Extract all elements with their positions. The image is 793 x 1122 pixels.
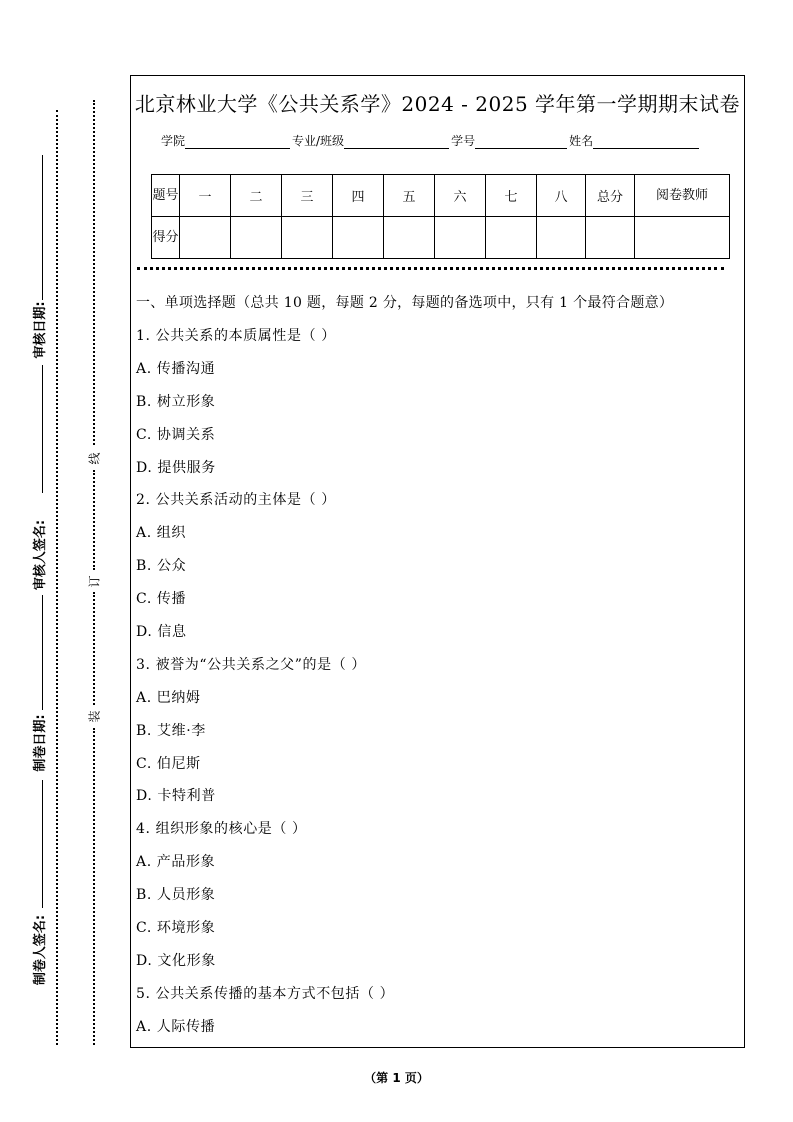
col-4: 四	[333, 175, 384, 217]
option: C. 环境形象	[136, 920, 216, 937]
student-id-field[interactable]	[475, 136, 567, 149]
make-date-label: 制卷日期:	[32, 714, 48, 772]
binding-dotted-line	[93, 592, 95, 705]
col-total: 总分	[586, 175, 635, 217]
option: D. 信息	[136, 624, 187, 641]
score-table	[151, 174, 730, 259]
major-class-label: 专业/班级	[292, 134, 345, 148]
score-cell[interactable]	[333, 217, 384, 259]
exam-title: 北京林业大学《公共关系学》2024 - 2025 学年第一学期期末试卷	[134, 92, 741, 116]
col-2: 二	[231, 175, 282, 217]
binding-dotted-line	[93, 470, 95, 570]
option: D. 提供服务	[136, 459, 216, 476]
binding-dotted-line	[93, 100, 95, 445]
score-cell[interactable]	[231, 217, 282, 259]
option: A. 产品形象	[136, 854, 216, 871]
binding-char-ding: 订	[87, 575, 102, 588]
col-5: 五	[384, 175, 435, 217]
question-number-label: 题号	[152, 175, 180, 217]
col-1: 一	[180, 175, 231, 217]
page-number: （第 1 页）	[364, 1071, 429, 1085]
name-field[interactable]	[593, 136, 699, 149]
major-class-field[interactable]	[344, 136, 449, 149]
score-label: 得分	[152, 217, 180, 259]
score-table-score-row	[152, 217, 730, 259]
exam-frame	[130, 75, 745, 1048]
dotted-separator	[137, 267, 724, 270]
question-stem: 3. 被誉为“公共关系之父”的是（ ）	[136, 656, 366, 673]
score-cell[interactable]	[435, 217, 486, 259]
binding-char-xian: 线	[87, 452, 102, 465]
score-cell[interactable]	[635, 217, 730, 259]
question-stem: 2. 公共关系活动的主体是（ ）	[136, 492, 336, 509]
option: A. 人际传播	[136, 1018, 216, 1035]
section-title: 一、单项选择题（总共 10 题，每题 2 分，每题的备选项中，只有 1 个最符合题意）	[136, 295, 674, 311]
binding-char-zhuang: 装	[87, 710, 102, 723]
option: D. 文化形象	[136, 952, 216, 969]
score-cell[interactable]	[586, 217, 635, 259]
option: D. 卡特利普	[136, 788, 216, 805]
option: B. 公众	[136, 558, 187, 575]
col-6: 六	[435, 175, 486, 217]
col-8: 八	[537, 175, 586, 217]
score-cell[interactable]	[384, 217, 435, 259]
option: A. 巴纳姆	[136, 689, 201, 706]
review-date-line	[42, 155, 43, 300]
reviewer-signature-line	[42, 365, 43, 493]
question-stem: 1. 公共关系的本质属性是（ ）	[136, 328, 336, 344]
review-date-label: 审核日期:	[32, 301, 48, 359]
question-stem: 5. 公共关系传播的基本方式不包括（ ）	[136, 985, 395, 1002]
option: B. 艾维·李	[136, 722, 206, 739]
maker-signature-line	[42, 780, 43, 908]
score-cell[interactable]	[180, 217, 231, 259]
option: C. 伯尼斯	[136, 755, 201, 772]
score-cell[interactable]	[282, 217, 333, 259]
score-table-header-row	[152, 175, 730, 217]
reviewer-signature-label: 审核人签名:	[32, 519, 48, 591]
option: A. 组织	[136, 525, 187, 542]
option: B. 树立形象	[136, 393, 216, 410]
college-label: 学院	[161, 134, 186, 148]
question-list	[136, 326, 394, 1050]
binding-dotted-line	[93, 728, 95, 1045]
option: B. 人员形象	[136, 887, 216, 904]
col-grader: 阅卷教师	[635, 175, 730, 217]
score-cell[interactable]	[537, 217, 586, 259]
score-cell[interactable]	[486, 217, 537, 259]
student-info-row	[161, 132, 701, 149]
name-label: 姓名	[569, 134, 594, 148]
make-date-line	[42, 595, 43, 710]
col-3: 三	[282, 175, 333, 217]
college-field[interactable]	[185, 136, 290, 149]
binding-dotted-line-left	[56, 110, 58, 1045]
question-stem: 4. 组织形象的核心是（ ）	[136, 821, 307, 838]
maker-signature-label: 制卷人签名:	[32, 914, 48, 986]
student-id-label: 学号	[451, 134, 476, 148]
option: A. 传播沟通	[136, 360, 216, 377]
option: C. 传播	[136, 591, 187, 608]
option: C. 协调关系	[136, 426, 216, 443]
col-7: 七	[486, 175, 537, 217]
